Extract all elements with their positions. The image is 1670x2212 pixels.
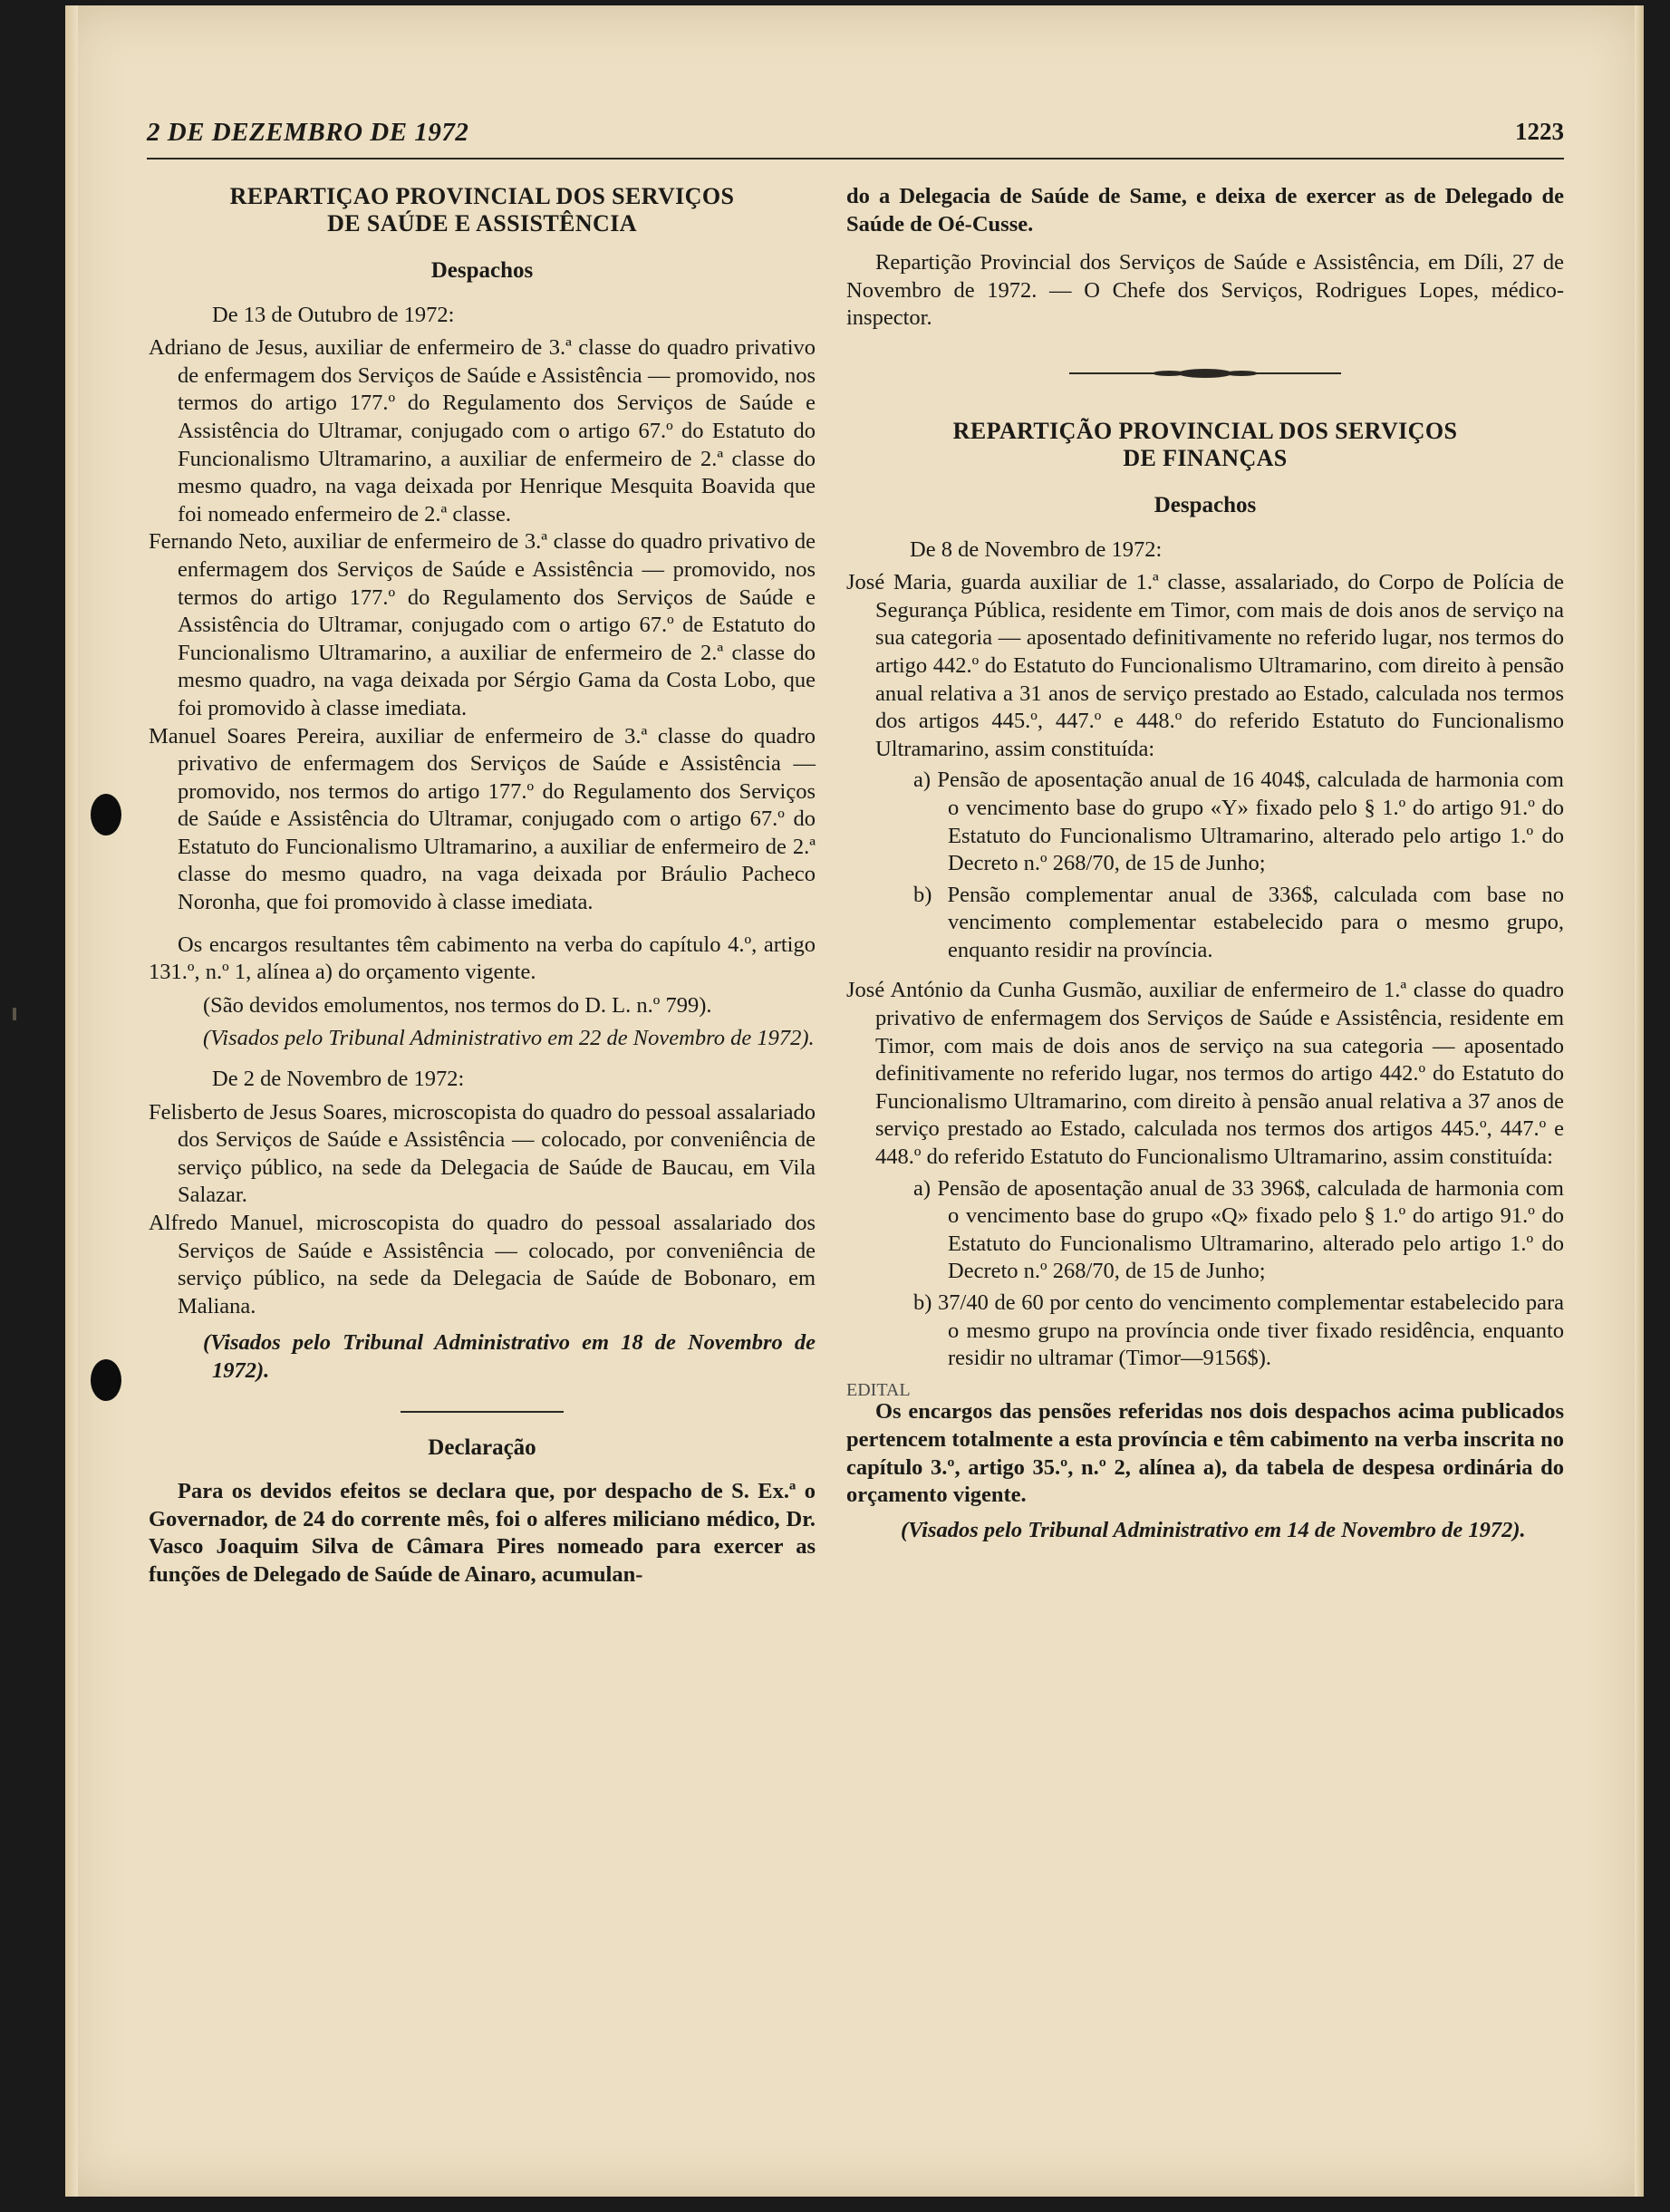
declaracao-text: Para os devidos efeitos se declara que, por despacho de S. Ex.ª o Governador, de 24 do corrente mês, foi o alferes miliciano médico, Dr. Vasco Joaquim Silva de Câmara Pires nomeado para exercer as funções de Delegado de Saúde de Ainaro, acumulan- xyxy=(149,1479,816,1587)
header-rule xyxy=(147,158,1564,159)
page-header xyxy=(147,118,1564,149)
pension-item: b) 37/40 de 60 por cento do vencimento complementar estabelecido para o mesmo grupo na província onde tiver fixado residência, enquanto residir no ultramar (Timor—9156$). xyxy=(913,1290,1564,1371)
gazette-page xyxy=(65,5,1644,2197)
punch-hole-top xyxy=(91,794,121,836)
visados-note: (Visados pelo Tribunal Administrativo em 22 de Novembro de 1972). xyxy=(203,1026,815,1051)
section-divider xyxy=(401,1411,564,1413)
despacho-date: De 13 de Outubro de 1972: xyxy=(212,302,455,327)
despacho-entry: José Maria, guarda auxiliar de 1.ª classe, assalariado, do Corpo de Polícia de Segurança Pública, residente em Timor, com mais de dois anos de serviço na sua categoria — aposentado definitivamente no referido lugar, nos termos do artigo 442.º do Estatuto do Funcionalismo Ultramarino, com direito à pensão anual relativa a 31 anos de serviço prestado ao Estado, calculada nos termos dos artigos 445.º, 447.º e 448.º do referido Estatuto do Funcionalismo Ultramarino, assim constituída: xyxy=(846,570,1564,761)
left-column xyxy=(149,183,816,1589)
header-date: 2 DE DEZEMBRO DE 1972 xyxy=(147,118,469,147)
despacho-entry: Fernando Neto, auxiliar de enfermeiro de 3.ª classe do quadro privativo de enfermagem dos Serviços de Saúde e Assistência — promovido, nos termos do artigo 177.º do Regulamento dos Serviços de Saúde e Assistência do Ultramar, conjugado com o artigo 67.º de Estatuto do Funcionalismo Ultramarino, a auxiliar de enfermeiro de 2.ª classe do mesmo quadro, na vaga deixada por Sérgio Gama da Costa Lobo, que foi promovido à classe imediata. xyxy=(149,529,816,720)
despacho-entry: Manuel Soares Pereira, auxiliar de enfermeiro de 3.ª classe do quadro privativo de enfermagem dos Serviços de Saúde e Assistência — promovido, nos termos do artigo 177.º do Regulamento dos Serviços de Saúde e Assistência do Ultramar, conjugado com o artigo 67.º do Estatuto do Funcionalismo Ultramarino, a auxiliar de enfermeiro de 2.ª classe do mesmo quadro, na vaga deixada por Bráulio Pacheco Noronha, que foi promovido à classe imediata. xyxy=(149,723,816,915)
pension-item: a) Pensão de aposentação anual de 16 404$, calculada de harmonia com o vencimento base do grupo «Y» fixado pelo § 1.º do artigo 91.º do Estatuto do Funcionalismo Ultramarino, alterado pelo artigo 1.º do Decreto n.º 268/70, de 15 de Junho; xyxy=(913,768,1564,876)
declaracao-heading: Declaração xyxy=(428,1434,536,1460)
punch-hole-bottom xyxy=(91,1359,121,1401)
ornament-divider xyxy=(1069,365,1341,382)
despacho-entry: Felisberto de Jesus Soares, microscopista do quadro do pessoal assalariado dos Serviços de Saúde e Assistência — colocado, por conveniência de serviço público, na sede da Delegacia de Saúde de Baucau, em Vila Salazar. xyxy=(149,1099,816,1208)
despacho-entry: Adriano de Jesus, auxiliar de enfermeiro de 3.ª classe do quadro privativo de enfermagem dos Serviços de Saúde e Assistência — promovido, nos termos do artigo 177.º do Regulamento dos Serviços de Saúde e Assistência do Ultramar, conjugado com o artigo 67.º do Estatuto do Funcionalismo Ultramarino, a auxiliar de enfermeiro de 2.ª classe do mesmo quadro, na vaga deixada por Henrique Mesquita Boavida que foi nomeado enfermeiro de 2.ª classe. xyxy=(149,335,816,526)
despachos-heading: Despachos xyxy=(430,258,534,283)
margin-mark xyxy=(13,1008,16,1020)
section-title-saude: REPARTIÇAO PROVINCIAL DOS SERVIÇOS DE SAÚDE E ASSISTÊNCIA xyxy=(229,183,735,237)
stamp-mark: EDITAL xyxy=(846,1379,911,1400)
continuation-text: do a Delegacia de Saúde de Same, e deixa de exercer as de Delegado de Saúde de Oé-Cusse. xyxy=(846,184,1564,237)
despacho-entry: José António da Cunha Gusmão, auxiliar de enfermeiro de 1.ª classe do quadro privativo de enfermagem dos Serviços de Saúde e Assistência, residente em Timor, com mais de dois anos de serviço na sua categoria — aposentado definitivamente no referido lugar, nos termos do artigo 442.º do Estatuto do Funcionalismo Ultramarino, com direito à pensão anual relativa a 37 anos de serviço prestado ao Estado, calculada nos termos dos artigos 445.º, 447.º e 448.º do referido Estatuto do Funcionalismo Ultramarino, assim constituída: xyxy=(846,978,1564,1170)
pension-item: b) Pensão complementar anual de 336$, calculada com base no vencimento complementar estabelecido para o mesmo grupo, enquanto residir na província. xyxy=(913,882,1564,962)
visados-note: (Visados pelo Tribunal Administrativo em 14 de Novembro de 1972). xyxy=(901,1517,1526,1542)
encargos-paragraph: Os encargos das pensões referidas nos dois despachos acima publicados pertencem totalmente a esta província e têm cabimento na verba inscrita no capítulo 3.º, artigo 35.º, n.º 2, alínea a), da tabela de despesa ordinária do orçamento vigente. xyxy=(846,1399,1564,1508)
pension-item: a) Pensão de aposentação anual de 33 396$, calculada de harmonia com o vencimento base do grupo «Q» fixado pelo § 1.º do artigo 91.º do Estatuto do Funcionalismo Ultramarino, alterado pelo artigo 1.º do Decreto n.º 268/70, de 15 de Junho; xyxy=(913,1175,1564,1284)
page-right-edge xyxy=(1635,5,1644,2197)
section-title-financas: REPARTIÇÃO PROVINCIAL DOS SERVIÇOS DE FINANÇAS xyxy=(952,417,1458,471)
visados-note: (Visados pelo Tribunal Administrativo em 18 de Novembro de 1972). xyxy=(203,1330,816,1383)
page-left-edge xyxy=(65,5,78,2197)
signature-paragraph: Repartição Provincial dos Serviços de Saúde e Assistência, em Díli, 27 de Novembro de 1972. — O Chefe dos Serviços, Rodrigues Lopes, médico-inspector. xyxy=(846,250,1564,331)
emolumentos-note: (São devidos emolumentos, nos termos do D. L. n.º 799). xyxy=(203,992,712,1018)
right-column xyxy=(846,183,1564,1544)
encargos-paragraph: Os encargos resultantes têm cabimento na verba do capítulo 4.º, artigo 131.º, n.º 1, alínea a) do orçamento vigente. xyxy=(149,932,816,985)
despachos-heading: Despachos xyxy=(1154,492,1257,517)
page-number: 1223 xyxy=(1515,118,1564,145)
despacho-date: De 8 de Novembro de 1972: xyxy=(910,536,1163,562)
despacho-entry: Alfredo Manuel, microscopista do quadro do pessoal assalariado dos Serviços de Saúde e Assistência — colocado, por conveniência de serviço público, na sede da Delegacia de Saúde de Bobonaro, em Maliana. xyxy=(149,1211,816,1319)
despacho-date: De 2 de Novembro de 1972: xyxy=(212,1067,465,1092)
